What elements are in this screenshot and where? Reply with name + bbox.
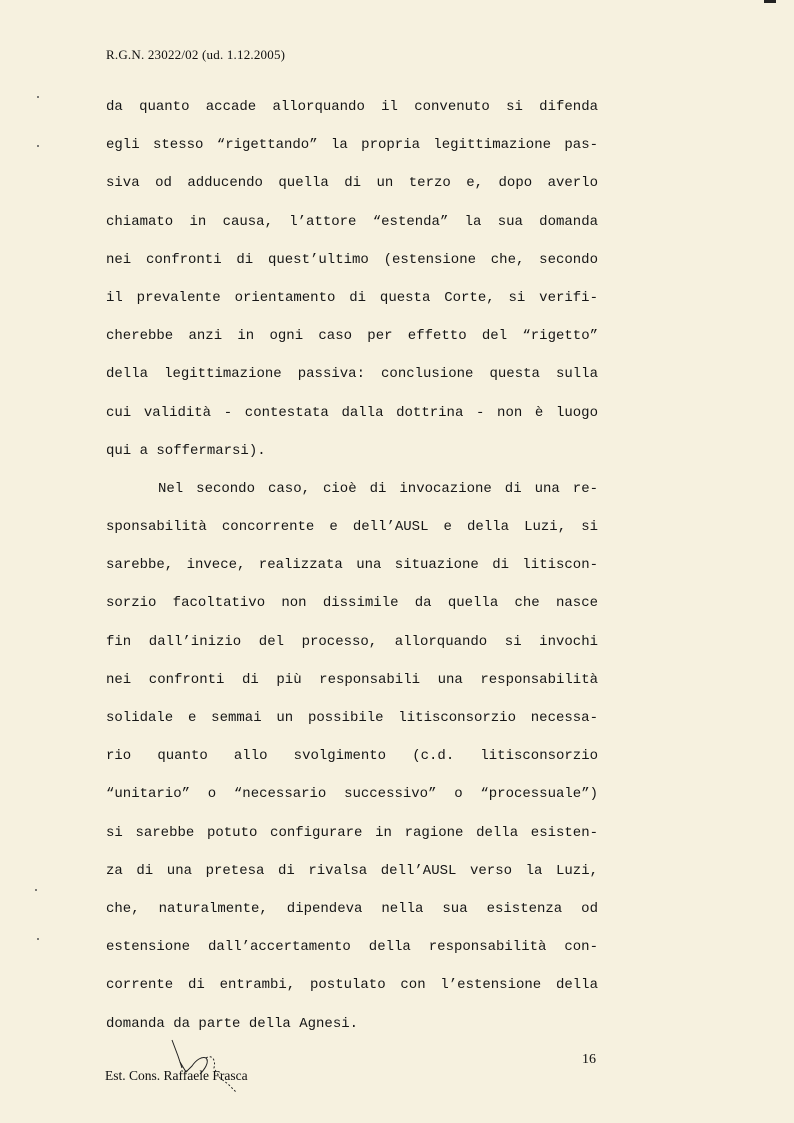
body-line: che, naturalmente, dipendeva nella sua esistenza od <box>106 900 598 917</box>
body-line: cui validità - contestata dalla dottrina - non è luogo <box>106 404 598 421</box>
corner-scan-mark <box>764 0 776 3</box>
margin-speck <box>37 96 39 98</box>
margin-speck <box>35 889 37 891</box>
body-line: della legittimazione passiva: conclusione questa sulla <box>106 366 598 383</box>
body-line: rio quanto allo svolgimento (c.d. litisconsorzio <box>106 748 598 765</box>
body-line: domanda da parte della Agnesi. <box>106 1015 359 1032</box>
body-line: qui a soffermarsi). <box>106 442 266 459</box>
body-line: chiamato in causa, l’attore “estenda” la sua domanda <box>106 213 598 230</box>
body-line: Nel secondo caso, cioè di invocazione di una re- <box>106 480 598 497</box>
body-line: da quanto accade allorquando il convenuto si difenda <box>106 99 598 115</box>
case-reference-header: R.G.N. 23022/02 (ud. 1.12.2005) <box>106 47 286 62</box>
body-text <box>106 88 598 1043</box>
body-line: nei confronti di più responsabili una responsabilità <box>106 671 598 688</box>
body-line: sarebbe, invece, realizzata una situazione di litiscon- <box>106 557 598 574</box>
body-line: egli stesso “rigettando” la propria legittimazione pas- <box>106 137 598 154</box>
signature-line: Est. Cons. Raffaele Frasca <box>105 1068 248 1083</box>
body-line: siva od adducendo quella di un terzo e, dopo averlo <box>106 175 598 192</box>
body-line: za di una pretesa di rivalsa dell’AUSL verso la Luzi, <box>106 862 598 879</box>
body-line: nei confronti di quest’ultimo (estensione che, secondo <box>106 251 598 268</box>
page-number: 16 <box>582 1052 596 1067</box>
body-line: sponsabilità concorrente e dell’AUSL e della Luzi, si <box>106 519 598 536</box>
body-line: sorzio facoltativo non dissimile da quella che nasce <box>106 595 598 612</box>
body-line: solidale e semmai un possibile litisconsorzio necessa- <box>106 710 598 726</box>
body-line: fin dall’inizio del processo, allorquando si invochi <box>106 633 598 650</box>
margin-speck <box>37 938 39 940</box>
body-line: il prevalente orientamento di questa Corte, si verifi- <box>106 289 598 306</box>
body-line: corrente di entrambi, postulato con l’estensione della <box>106 977 598 994</box>
body-line: si sarebbe potuto configurare in ragione della esisten- <box>106 824 598 841</box>
body-line: estensione dall’accertamento della responsabilità con- <box>106 939 598 956</box>
margin-speck <box>37 145 39 147</box>
body-line: cherebbe anzi in ogni caso per effetto del “rigetto” <box>106 328 598 345</box>
body-line: “unitario” o “necessario successivo” o “processuale”) <box>106 786 598 803</box>
